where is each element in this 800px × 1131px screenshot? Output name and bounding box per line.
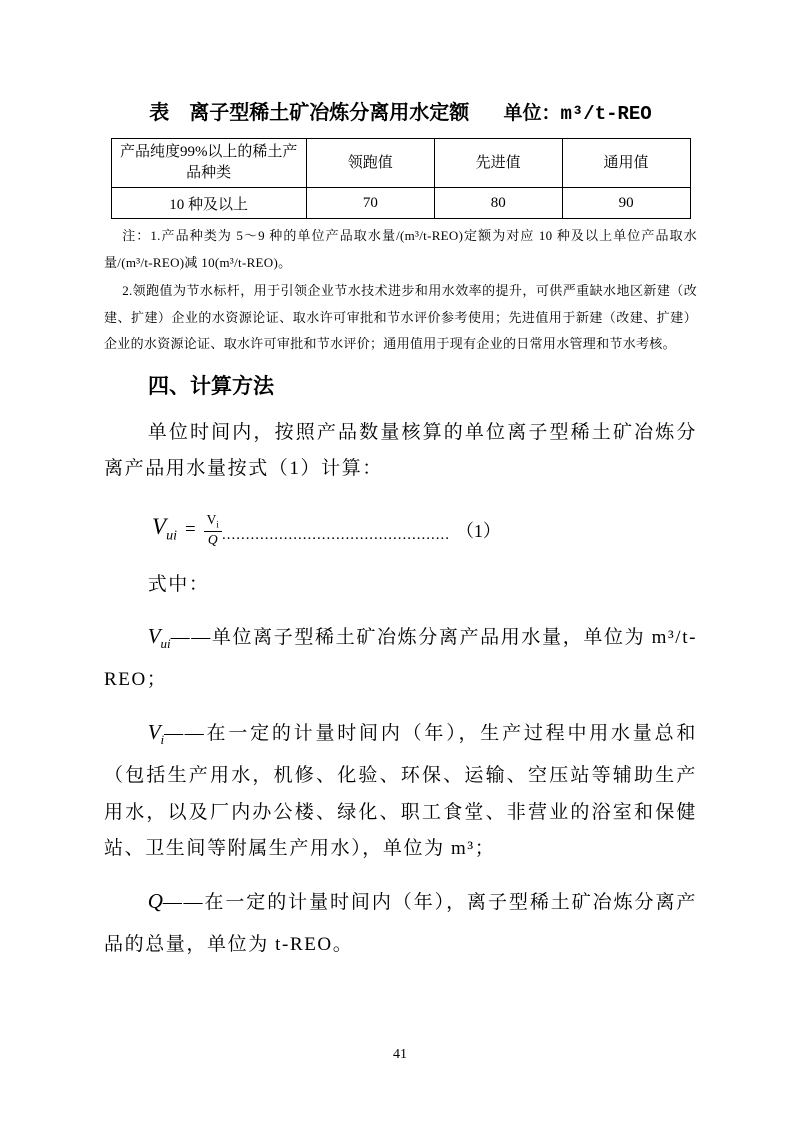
note-1: 注：1.产品种类为 5～9 种的单位产品取水量/(m³/t-REO)定额为对应 10 种及以上单位产品取水量/(m³/t-REO)减 10(m³/t-REO)。 (104, 228, 697, 270)
formula-lhs (152, 514, 177, 545)
numerator-base: V (206, 512, 217, 528)
formula-fraction (204, 513, 222, 547)
equals-sign: = (184, 518, 196, 540)
equation-number: （1） (455, 520, 501, 541)
definition-vui-text: ——单位离子型稀土矿冶炼分离产品用水量，单位为 m³/t-REO； (104, 627, 697, 691)
fraction-denominator: Q (207, 532, 218, 548)
section-heading: 四、计算方法 (148, 374, 274, 398)
dot-leader: ................................................ (221, 527, 450, 543)
table-unit-label: 单位：m³/t-REO (503, 103, 652, 125)
definition-vui (104, 618, 697, 699)
cell-general-value: 90 (562, 188, 690, 219)
col-header-leading-value: 领跑值 (306, 139, 434, 188)
formula-lhs-base: V (152, 514, 167, 540)
where-label: 式中： (147, 573, 210, 595)
table-title-text: 表 离子型稀土矿冶炼分离用水定额 (149, 102, 470, 124)
definition-q (104, 883, 697, 964)
intro-paragraph: 单位时间内，按照产品数量核算的单位离子型稀土矿冶炼分离产品用水量按式（1）计算： (104, 421, 697, 479)
page-number: 41 (393, 1047, 407, 1062)
term-vi-subscript: i (160, 731, 165, 747)
table-row (111, 188, 690, 219)
term-q-base: Q (147, 888, 163, 913)
cell-product-category: 10 种及以上 (111, 188, 306, 219)
table-notes (104, 223, 697, 358)
definition-vi (104, 714, 697, 868)
cell-leading-value: 70 (306, 188, 434, 219)
term-vi-base: V (147, 719, 161, 744)
col-header-general-value: 通用值 (562, 139, 690, 188)
fraction-numerator (204, 513, 222, 532)
table-header-row (111, 139, 690, 188)
col-header-product-category: 产品纯度99%以上的稀土产品种类 (111, 139, 306, 188)
definition-vi-text: ——在一定的计量时间内（年），生产过程中用水量总和（包括生产用水，机修、化验、环保、运输、空压站等辅助生产用水，以及厂内办公楼、绿化、职工食堂、非营业的浴室和保健站、卫生间等附属生产用水），单位为 m³； (104, 722, 697, 860)
water-quota-table (111, 138, 691, 219)
cell-advanced-value: 80 (434, 188, 562, 219)
term-vui-subscript: ui (160, 635, 171, 651)
note-2: 2.领跑值为节水标杆，用于引领企业节水技术进步和用水效率的提升，可供严重缺水地区新建（改建、扩建）企业的水资源论证、取水许可审批和节水评价参考使用；先进值用于新建（改建、扩建）企业的水资源论证、取水许可审批和节水评价；通用值用于现有企业的日常用水管理和节水考核。 (104, 283, 697, 351)
col-header-advanced-value: 先进值 (434, 139, 562, 188)
numerator-subscript: i (216, 520, 219, 531)
definition-q-text: ——在一定的计量时间内（年），离子型稀土矿冶炼分离产品的总量，单位为 t-REO。 (104, 891, 697, 955)
formula-lhs-subscript: ui (166, 528, 177, 544)
formula-line (152, 508, 697, 552)
term-vui-base: V (147, 624, 161, 648)
table-title (104, 100, 697, 128)
